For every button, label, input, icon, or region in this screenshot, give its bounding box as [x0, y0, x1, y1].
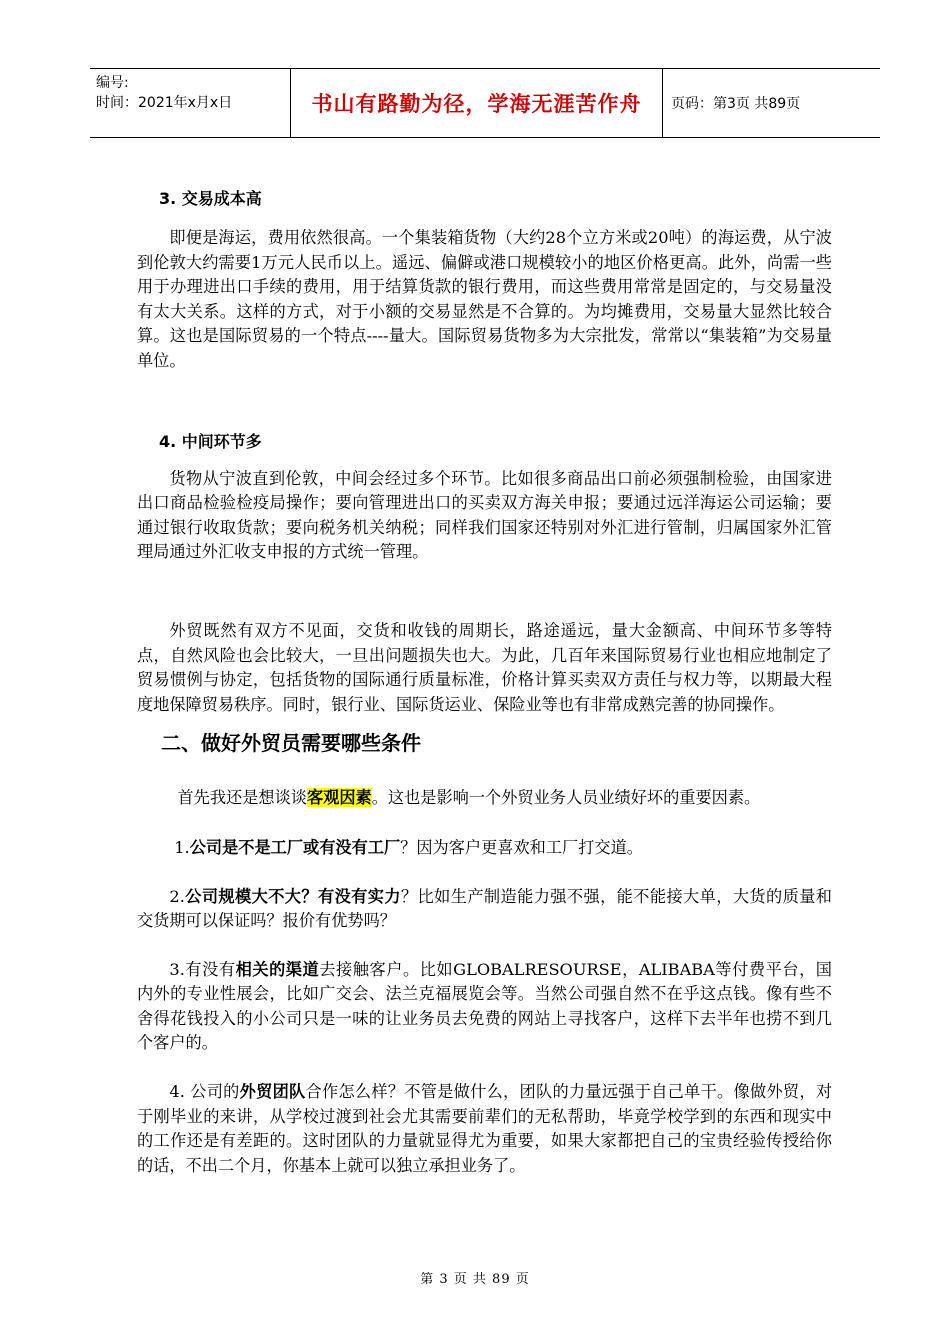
item-4-lead: 4. 公司的 [169, 1082, 240, 1102]
item-3-lead: 3.有没有 [169, 959, 236, 979]
item-3 [137, 958, 832, 1056]
item-4 [137, 1080, 832, 1178]
item-2-bold: 公司规模大不大？有没有实力 [184, 886, 401, 906]
section-4-paragraph: 货物从宁波直到伦敦，中间会经过多个环节。比如很多商品出口前必须强制检验，由国家进出口商品检验检疫局操作；要向管理进出口的买卖双方海关申报；要通过远洋海运公司运输；要通过银行收取货款；要向税务机关纳税；同样我们国家还特别对外汇进行管制，归属国家外汇管理局通过外汇收支申报的方式统一管理。 [137, 468, 832, 562]
intro-paragraph [137, 786, 832, 811]
page-footer: 第 3 页 共 89 页 [420, 1272, 530, 1287]
document-body [137, 186, 832, 1178]
page-header [90, 68, 880, 138]
intro-text-rest: 。这也是影响一个外贸业务人员业绩好坏的重要因素。 [371, 788, 761, 808]
highlight-objective-factors: 客观因素 [307, 788, 372, 808]
item-4-bold: 外贸团队 [239, 1082, 306, 1102]
header-motto: 书山有路勤为径，学海无涯苦作舟 [290, 69, 663, 137]
item-1-number: 1. [174, 837, 190, 857]
item-3-text: 去接触客户。比如GLOBALRESOURSE，ALIBABA等付费平台，国内外的专业性展会，比如广交会、法兰克福展览会等。当然公司强自然不在乎这点钱。像有些不舍得花钱投入的小公司只是一味的让业务员去免费的网站上寻找客户，这样下去半年也捞不到几个客户的。 [137, 959, 832, 1053]
summary-paragraph: 外贸既然有双方不见面，交货和收钱的周期长，路途遥远，量大金额高、中间环节多等特点，自然风险也会比较大，一旦出问题损失也大。为此，几百年来国际贸易行业也相应地制定了贸易惯例与协定，包括货物的国际通行质量标准，价格计算买卖双方责任与权力等，以期最大程度地保障贸易秩序。同时，银行业、国际货运业、保险业等也有非常成熟完善的协同操作。 [137, 620, 832, 714]
section-2-heading: 二、做好外贸员需要哪些条件 [161, 731, 421, 756]
item-1-bold: 公司是不是工厂或有没有工厂 [189, 837, 401, 857]
header-meta [90, 69, 290, 137]
section-3-title: 3. 交易成本高 [159, 189, 262, 208]
item-2-text: ？比如生产制造能力强不强，能不能接大单，大货的质量和交货期可以保证吗？报价有优势吗？ [137, 886, 832, 931]
item-2 [137, 885, 832, 934]
item-2-number: 2. [169, 886, 185, 906]
section-4-title: 4. 中间环节多 [159, 431, 262, 451]
item-1 [137, 836, 832, 861]
header-page-info: 页码：第3页 共89页 [671, 96, 801, 112]
time-label: 时间：2021年x月x日 [96, 95, 233, 111]
item-3-bold: 相关的渠道 [235, 959, 320, 979]
item-4-text: 合作怎么样？不管是做什么，团队的力量远强于自己单干。像做外贸，对于刚毕业的来讲，从学校过渡到社会尤其需要前辈们的无私帮助，毕竟学校学到的东西和现实中的工作还是有差距的。这时团队的力量就显得尤为重要，如果大家都把自己的宝贵经验传授给你的话，不出二个月，你基本上就可以独立承担业务了。 [137, 1082, 833, 1175]
section-3-paragraph: 即便是海运，费用依然很高。一个集装箱货物（大约28个立方米或20吨）的海运费，从宁波到伦敦大约需要1万元人民币以上。遥远、偏僻或港口规模较小的地区价格更高。此外，尚需一些用于办理进出口手续的费用，用于结算货款的银行费用，而这些费用常常是固定的，与交易量没有太大关系。这样的方式，对于小额的交易显然是不合算的。为均摊费用，交易量大显然比较合算。这也是国际贸易的一个特点----量大。国际贸易货物多为大宗批发，常常以“集装箱”为交易量单位。 [137, 228, 832, 370]
number-label: 编号: [96, 75, 129, 91]
item-1-text: ？因为客户更喜欢和工厂打交道。 [400, 837, 643, 857]
intro-text: 首先我还是想谈谈 [177, 788, 307, 808]
